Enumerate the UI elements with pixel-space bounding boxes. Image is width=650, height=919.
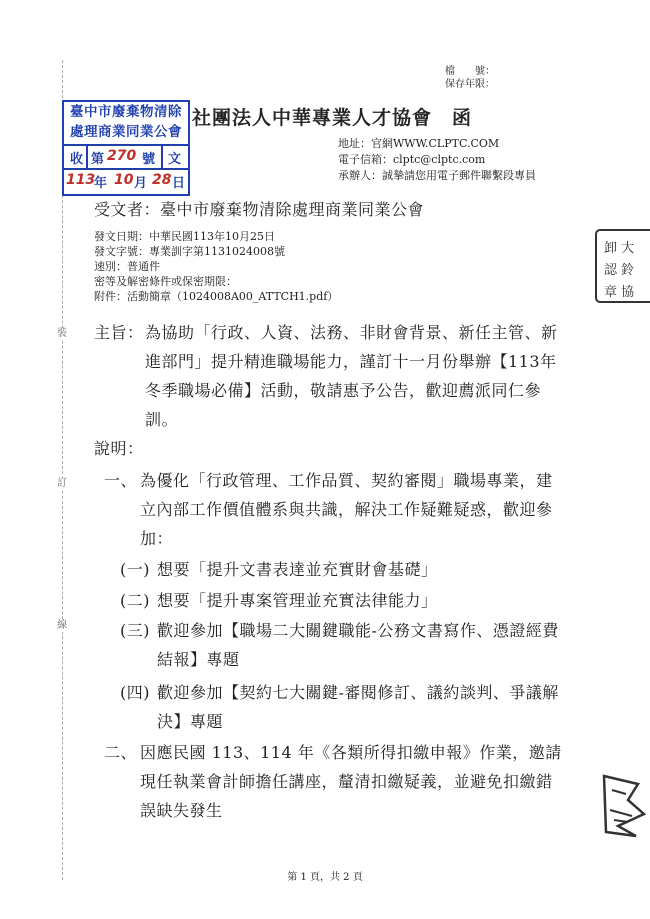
explanation-label: 說明： [94,439,144,458]
stamp-date-row [64,170,188,192]
stamp-receipt-row [64,146,188,170]
page-footer: 第 1 頁，共 2 頁 [287,872,363,883]
binding-mark-1: 裝 [57,328,67,339]
subitem-number: (二) [120,591,150,610]
item-number: 二、 [104,743,138,762]
subitem-number: (一) [120,560,150,579]
sender-info [338,136,536,184]
subitem-number: (四) [120,683,150,702]
subject-line: 為協助「行政、人資、法務、非財會背景、新任主管、新 [145,323,558,342]
item-1 [140,466,590,553]
stamp-org-line1: 臺中市廢棄物清除 [70,104,182,120]
subitem-4 [157,678,587,736]
attachment: 附件：活動簡章（1024008A00_ATTCH1.pdf） [94,290,339,303]
subitem-number: (三) [120,621,150,640]
stamp-org [64,102,188,146]
subject-label: 主旨： [94,323,144,342]
subitem-1: 想要「提升文書表達並充實財會基礎」 [157,560,438,579]
receipt-stamp [62,100,190,196]
seal-fragment [594,228,650,306]
subitem-3 [157,616,587,674]
item-line: 誤缺失發生 [140,801,223,820]
stamp-recv-label: 收 [70,152,84,167]
stamp-category: 文 [168,152,182,167]
stamp-recv-prefix: 第 [91,152,105,167]
subitem-line: 歡迎參加【職場二大關鍵職能-公務文書寫作、憑證經費 [157,621,559,640]
binding-mark-2: 訂 [57,478,67,489]
stamp-year-label: 年 [94,176,108,191]
item-line: 現任執業會計師擔任講座，釐清扣繳疑義，並避免扣繳錯 [140,772,553,791]
sender-address: 地址：官網WWW.CLPTC.COM [338,137,500,150]
subject-line: 訓。 [145,410,179,429]
item-2 [140,738,590,825]
item-line: 加： [140,529,174,548]
sender-email: 電子信箱：clptc@clptc.com [338,153,486,166]
stamp-recv-no: 270 [107,148,137,164]
subitem-2: 想要「提升專案管理並充實法律能力」 [157,591,438,610]
sender-contact: 承辦人：誠摯請您用電子郵件聯繫段專員 [338,169,536,182]
item-line: 立內部工作價值體系與共識，解決工作疑難疑惑，歡迎參 [140,500,553,519]
stamp-day-label: 日 [172,176,186,191]
stamp-recv-suffix: 號 [142,152,156,167]
document-title: 社團法人中華專業人才協會 函 [192,107,473,129]
stamp-org-line2: 處理商業同業公會 [70,124,182,140]
stamp-date-month: 10 [114,172,134,188]
subject [145,318,585,434]
speed: 速別：普通件 [94,260,160,273]
meta-block [94,229,338,304]
subject-line: 冬季職場必備】活動，敬請惠予公告，歡迎薦派同仁參 [145,381,542,400]
subitem-line: 決】專題 [157,712,224,731]
svg-text:卸 大: 卸 大 [604,241,635,256]
subitem-line: 結報】專題 [157,650,240,669]
svg-text:章 協: 章 協 [604,285,635,300]
file-number-label: 檔 號： [445,66,495,77]
svg-text:認 鈴: 認 鈴 [604,263,635,278]
subject-line: 進部門」提升精進職場能力，謹訂十一月份舉辦【113年 [145,352,557,371]
binding-mark-3: 線 [57,620,67,631]
recipient: 受文者：臺中市廢棄物清除處理商業同業公會 [94,200,425,219]
stamp-date-day: 28 [152,172,172,188]
issue-date: 發文日期：中華民國113年10月25日 [94,230,275,243]
issue-number: 發文字號：專業訓字第1131024008號 [94,245,285,258]
subitem-line: 歡迎參加【契約七大關鍵-審閱修訂、議約談判、爭議解 [157,683,559,702]
stamp-fragment [598,770,650,840]
stamp-date-year: 113 [66,172,96,188]
stamp-month-label: 月 [134,176,148,191]
item-line: 因應民國 113、114 年《各類所得扣繳申報》作業，邀請 [140,743,562,762]
item-number: 一、 [104,471,138,490]
item-line: 為優化「行政管理、工作品質、契約審閱」職場專業，建 [140,471,553,490]
retention-label: 保存年限： [445,79,495,90]
secrecy: 密等及解密條件或保密期限： [94,275,237,288]
